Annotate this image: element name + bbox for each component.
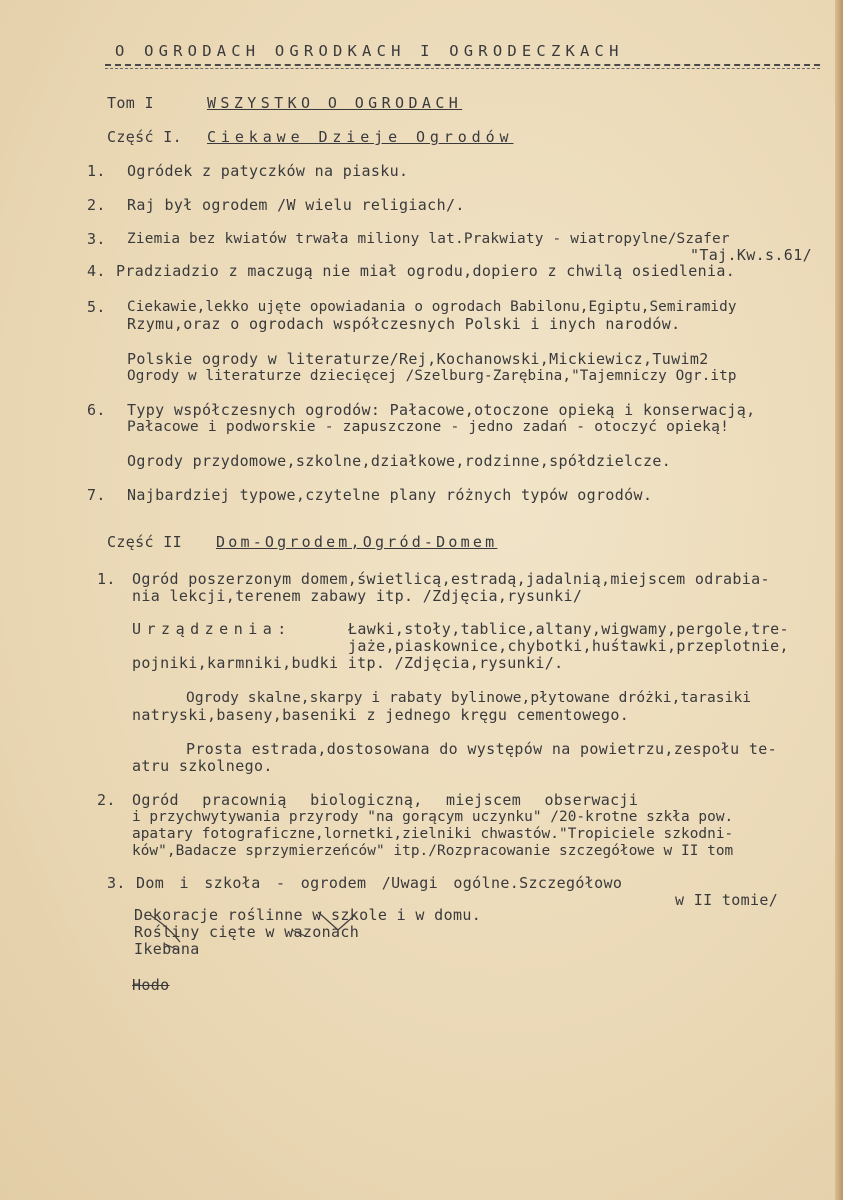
- sub-item: Dekoracje roślinne w szkole i w domu.: [134, 906, 482, 924]
- paragraph-line: jaże,piaskownice,chybotki,huśtawki,przeplotnie,: [348, 637, 789, 655]
- urzadzenia-label: Urządzenia:: [132, 620, 292, 638]
- paragraph-line: Ogród poszerzonym domem,świetlicą,estradą,jadalnią,miejscem odrabia-: [132, 570, 770, 588]
- paragraph-line: Ławki,stoły,tablice,altany,wigwamy,pergole,tre-: [348, 620, 789, 638]
- list-item-number: 6.: [87, 401, 106, 419]
- list-item-number: 5.: [87, 298, 106, 316]
- list-item-continuation: Pałacowe i podworskie - zapuszczone - jedno zadań - otoczyć opieką!: [127, 418, 730, 435]
- pen-stroke: [165, 944, 178, 950]
- list-item-number: 3.: [107, 874, 126, 892]
- pen-stroke: [150, 915, 180, 942]
- list-item-number: 3.: [87, 230, 106, 248]
- paragraph-line: w II tomie/: [675, 891, 779, 909]
- document-title: O OGRODACH OGRODKACH I OGRODECZKACH: [115, 42, 624, 60]
- list-item-continuation: "Taj.Kw.s.61/: [690, 246, 812, 264]
- pen-stroke: [292, 930, 305, 936]
- paragraph-line: pojniki,karmniki,budki itp. /Zdjęcia,rysunki/.: [132, 654, 564, 672]
- list-item: Ogrody przydomowe,szkolne,działkowe,rodzinne,spółdzielcze.: [127, 452, 672, 470]
- list-item-number: 1.: [97, 570, 116, 588]
- pen-stroke: [318, 912, 338, 930]
- paragraph-line: Prosta estrada,dostosowana do występów na powietrzu,zespołu te-: [186, 740, 777, 758]
- tom-label: Tom I: [107, 94, 154, 112]
- list-item-number: 2.: [87, 196, 106, 214]
- list-item: Ciekawie,lekko ujęte opowiadania o ogrodach Babilonu,Egiptu,Semiramidy: [127, 299, 737, 315]
- paragraph-line: Dom i szkoła - ogrodem /Uwagi ogólne.Szczegółowo: [136, 874, 623, 892]
- paragraph-line: apatary fotograficzne,lornetki,zielniki chwastów."Tropiciele szkodni-: [132, 826, 734, 842]
- paragraph-line: nia lekcji,terenem zabawy itp. /Zdjęcia,rysunki/: [132, 587, 583, 605]
- paragraph-line: atru szkolnego.: [132, 757, 273, 775]
- part2-title: Dom-Ogrodem,Ogród-Domem: [216, 533, 498, 551]
- list-item: Najbardziej typowe,czytelne plany różnych typów ogrodów.: [127, 486, 653, 504]
- list-item-continuation: Rzymu,oraz o ogrodach współczesnych Polski i inych narodów.: [127, 315, 681, 333]
- list-item-continuation: Ogrody w literaturze dziecięcej /Szelburg-Zarębina,"Tajemniczy Ogr.itp: [127, 368, 737, 384]
- paragraph-line: natryski,baseny,baseniki z jednego kręgu cementowego.: [132, 706, 630, 724]
- part1-label: Część I.: [107, 128, 183, 146]
- paragraph-line: Ogród pracownią biologiczną, miejscem obserwacji: [132, 791, 639, 809]
- part1-title: Ciekawe Dzieje Ogrodów: [207, 128, 514, 146]
- list-item-number: 4.: [87, 262, 106, 280]
- list-item: Pradziadzio z maczugą nie miał ogrodu,dopiero z chwilą osiedlenia.: [116, 262, 736, 280]
- tom-name: WSZYSTKO O OGRODACH: [207, 94, 463, 112]
- pen-stroke: [338, 915, 355, 930]
- part2-label: Część II: [107, 533, 183, 551]
- sub-item: Rośliny cięte w wazonach: [134, 923, 360, 941]
- paragraph-line: ków",Badacze sprzymierzeńców" itp./Rozpracowanie szczegółowe w II tom: [132, 843, 734, 859]
- list-item: Polskie ogrody w literaturze/Rej,Kochanowski,Mickiewicz,Tuwim2: [127, 350, 709, 368]
- sub-item: Ikebana: [134, 940, 200, 958]
- paragraph-line: i przychwytywania przyrody "na gorącym uczynku" /20-krotne szkła pow.: [132, 809, 734, 825]
- list-item: Raj był ogrodem /W wielu religiach/.: [127, 196, 465, 214]
- list-item-number: 2.: [97, 791, 116, 809]
- list-item: Ziemia bez kwiatów trwała miliony lat.Prakwiaty - wiatropylne/Szafer: [127, 231, 730, 247]
- paragraph-line: Ogrody skalne,skarpy i rabaty bylinowe,płytowane dróżki,tarasiki: [186, 690, 752, 706]
- struck-word: Hodo: [132, 976, 170, 994]
- list-item-number: 7.: [87, 486, 106, 504]
- list-item-number: 1.: [87, 162, 106, 180]
- list-item: Ogródek z patyczków na piasku.: [127, 162, 409, 180]
- list-item: Typy współczesnych ogrodów: Pałacowe,otoczone opieką i konserwacją,: [127, 401, 756, 419]
